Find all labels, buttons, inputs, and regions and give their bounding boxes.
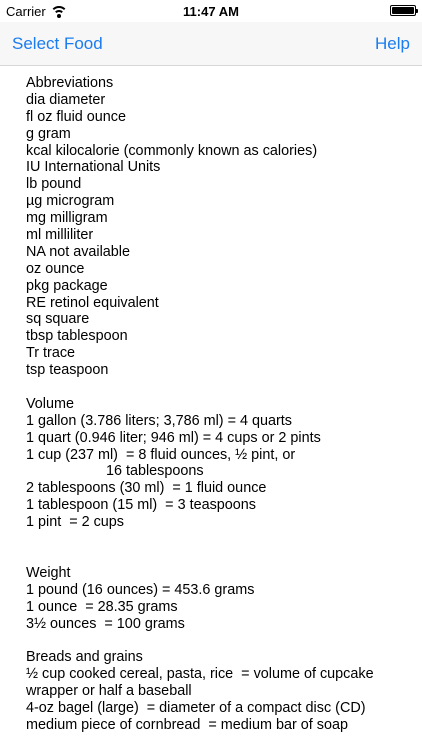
section-heading-breads: Breads and grains: [26, 649, 143, 666]
abbreviation-line: NA not available: [26, 243, 131, 260]
breads-line: ½ cup cooked cereal, pasta, rice = volume of cupcake: [26, 666, 374, 683]
abbreviation-line: oz ounce: [26, 260, 85, 277]
section-spacer: [26, 548, 422, 565]
abbreviation-line: RE retinol equivalent: [26, 294, 159, 311]
volume-line: 16 tablespoons: [26, 463, 204, 480]
section-spacer: [26, 531, 422, 548]
abbreviation-line: IU International Units: [26, 159, 161, 176]
weight-line: 3½ ounces = 100 grams: [26, 615, 185, 632]
volume-line: 1 pint = 2 cups: [26, 514, 125, 531]
reference-text: [0, 66, 422, 734]
abbreviation-line: tbsp tablespoon: [26, 328, 128, 345]
status-bar: [0, 0, 422, 22]
reference-text-view[interactable]: [0, 66, 422, 750]
abbreviation-line: tsp teaspoon: [26, 362, 109, 379]
breads-line: medium piece of cornbread = medium bar of soap: [26, 716, 348, 733]
volume-line: 1 quart (0.946 liter; 946 ml) = 4 cups or 2 pints: [26, 429, 321, 446]
weight-line: 1 ounce = 28.35 grams: [26, 598, 178, 615]
abbreviation-line: Tr trace: [26, 345, 76, 362]
abbreviation-line: sq square: [26, 311, 90, 328]
abbreviation-line: kcal kilocalorie (commonly known as calories): [26, 142, 318, 159]
breads-line: wrapper or half a baseball: [26, 683, 192, 700]
navigation-bar: [0, 22, 422, 66]
section-spacer: [26, 379, 422, 396]
battery-icon: [390, 5, 416, 16]
abbreviation-line: g gram: [26, 125, 71, 142]
abbreviation-line: pkg package: [26, 277, 108, 294]
breads-line: 4-oz bagel (large) = diameter of a compact disc (CD): [26, 699, 366, 716]
weight-line: 1 pound (16 ounces) = 453.6 grams: [26, 581, 255, 598]
abbreviation-line: ml milliliter: [26, 227, 94, 244]
select-food-button[interactable]: Select Food: [12, 34, 103, 53]
abbreviation-line: lb pound: [26, 176, 82, 193]
help-button[interactable]: Help: [375, 34, 410, 53]
section-heading-volume: Volume: [26, 395, 74, 412]
section-spacer: [26, 632, 422, 649]
volume-line: 1 cup (237 ml) = 8 fluid ounces, ½ pint, or: [26, 446, 296, 463]
abbreviation-line: dia diameter: [26, 91, 106, 108]
volume-line: 2 tablespoons (30 ml) = 1 fluid ounce: [26, 480, 267, 497]
volume-line: 1 tablespoon (15 ml) = 3 teaspoons: [26, 497, 256, 514]
status-time: 11:47 AM: [183, 4, 239, 19]
section-heading-abbreviations: Abbreviations: [26, 75, 114, 91]
abbreviation-line: µg microgram: [26, 193, 115, 210]
battery-level: [392, 7, 414, 14]
volume-line: 1 gallon (3.786 liters; 3,786 ml) = 4 quarts: [26, 412, 292, 429]
section-heading-weight: Weight: [26, 564, 71, 581]
abbreviation-line: mg milligram: [26, 210, 108, 227]
abbreviation-line: fl oz fluid ounce: [26, 108, 126, 125]
carrier-label: Carrier: [6, 4, 46, 19]
